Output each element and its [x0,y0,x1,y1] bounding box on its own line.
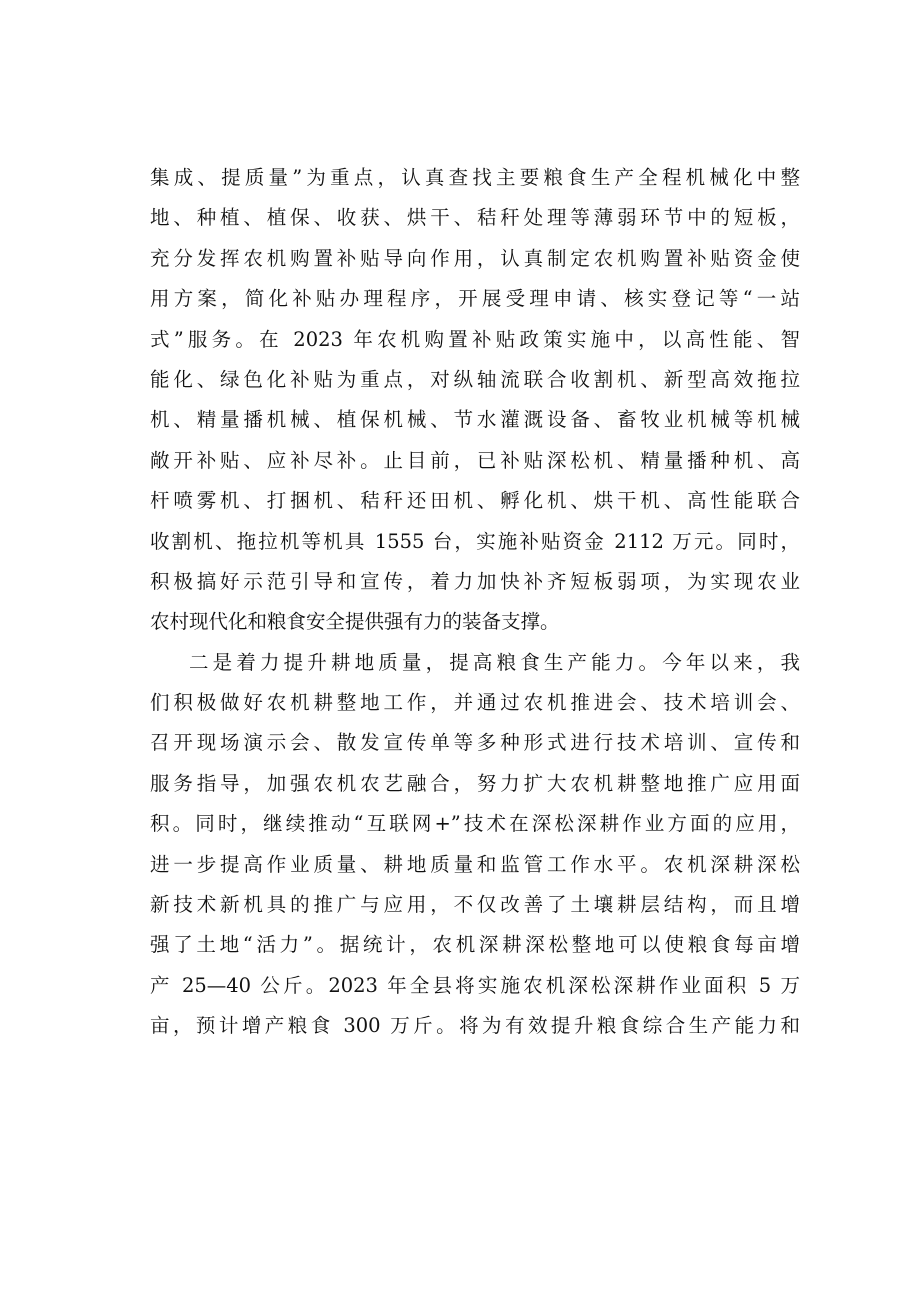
text-line: 能化、绿色化补贴为重点，对纵轴流联合收割机、新型高效拖拉 [150,367,800,391]
text-line: 地、种植、植保、收获、烘干、秸秆处理等薄弱环节中的短板， [150,206,800,230]
text-line: 产 25—40 公斤。2023 年全县将实施农机深松深耕作业面积 5 万 [150,973,800,997]
text-line: 充分发挥农机购置补贴导向作用，认真制定农机购置补贴资金使 [150,246,800,270]
text-line: 进一步提高作业质量、耕地质量和监管工作水平。农机深耕深松 [150,852,800,876]
text-line: 服务指导，加强农机农艺融合，努力扩大农机耕整地推广应用面 [150,771,800,795]
text-line: 二是着力提升耕地质量，提高粮食生产能力。今年以来，我 [189,650,800,674]
text-line: 新技术新机具的推广与应用，不仅改善了土壤耕层结构，而且增 [150,893,800,917]
text-line: 召开现场演示会、散发宣传单等多种形式进行技术培训、宣传和 [150,731,800,755]
text-line: 集成、提质量”为重点，认真查找主要粮食生产全程机械化中整 [150,166,800,189]
text-line: 积。同时，继续推动“互联网+”技术在深松深耕作业方面的应用， [150,812,800,836]
text-line: 用方案，简化补贴办理程序，开展受理申请、核实登记等“一站 [150,287,800,311]
text-line: 强了土地“活力”。据统计，农机深耕深松整地可以使粮食每亩增 [150,933,800,957]
text-line: 敞开补贴、应补尽补。止目前，已补贴深松机、精量播种机、高 [150,448,800,472]
text-line: 亩，预计增产粮食 300 万斤。将为有效提升粮食综合生产能力和 [150,1014,800,1038]
text-line: 积极搞好示范引导和宣传，着力加快补齐短板弱项，为实现农业 [150,569,800,593]
text-line: 收割机、拖拉机等机具 1555 台，实施补贴资金 2112 万元。同时， [150,529,800,553]
text-line: 机、精量播机械、植保机械、节水灌溉设备、畜牧业机械等机械 [150,408,800,432]
paragraph-2 [150,643,800,1047]
text-line: 式”服务。在 2023 年农机购置补贴政策实施中，以高性能、智 [150,327,800,351]
body-text [150,158,800,1047]
text-line: 们积极做好农机耕整地工作，并通过农机推进会、技术培训会、 [150,691,800,715]
text-line: 农村现代化和粮食安全提供强有力的装备支撑。 [150,610,560,634]
paragraph-1 [150,158,800,643]
text-line: 杆喷雾机、打捆机、秸秆还田机、孵化机、烘干机、高性能联合 [150,489,800,513]
